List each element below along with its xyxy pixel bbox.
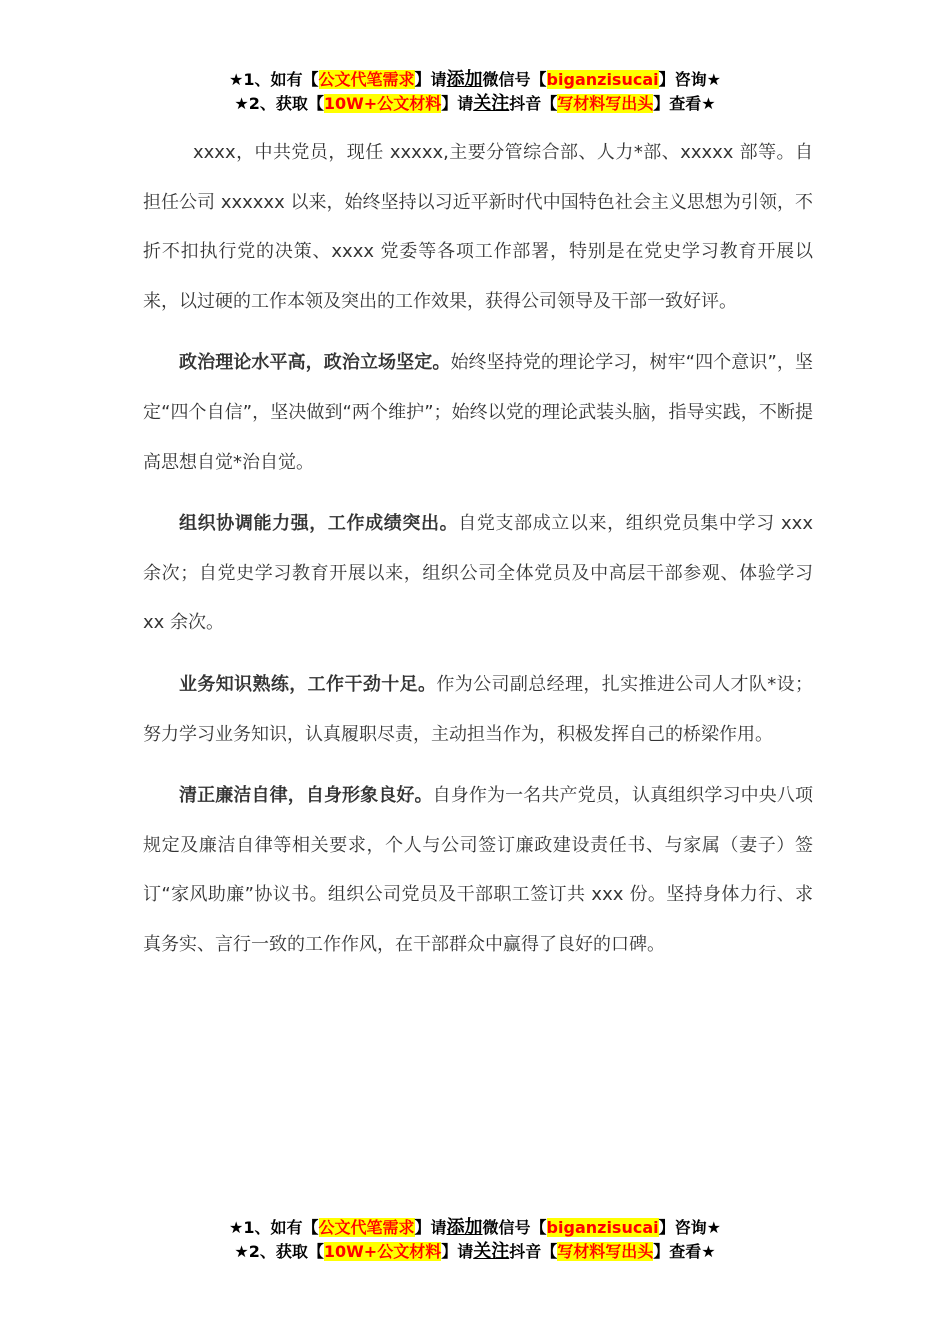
promo-line-1	[0, 68, 950, 92]
section-paragraph	[143, 660, 813, 759]
section-heading: 组织协调能力强，工作成绩突出。	[179, 513, 459, 535]
promo-text: 抖音【	[509, 1242, 558, 1261]
promo-wechat-id: biganzisucai	[546, 70, 659, 89]
promo-text: 1、如有【	[243, 70, 319, 89]
star-icon: ★	[229, 70, 244, 89]
section-text: 作为公司副总经理，扎实推进公司人才队*设；努力学习业务知识，认真履职尽责，主动担当作为，积极发挥自己的桥梁作用。	[143, 673, 814, 745]
promo-douyin-id: 写材料写出头	[557, 94, 654, 113]
promo-wechat-id: biganzisucai	[546, 1218, 659, 1237]
promo-emphasis: 关注	[473, 93, 510, 114]
promo-text: 】请	[414, 1218, 447, 1237]
promo-text: 】查看	[653, 1242, 702, 1261]
section-heading: 政治理论水平高，政治立场坚定。	[179, 352, 451, 374]
promo-banner-bottom	[0, 1216, 950, 1264]
promo-text: 】查看	[653, 94, 702, 113]
section-text: 自党支部成立以来，组织党员集中学习 xxx 余次；自党史学习教育开展以来，组织公司全体党员及中高层干部参观、体验学习 xx 余次。	[143, 513, 813, 634]
promo-text: 】请	[441, 1242, 474, 1261]
section-text: 始终坚持党的理论学习，树牢“四个意识”，坚定“四个自信”，坚决做到“两个维护”；始终以党的理论武装头脑，指导实践，不断提高思想自觉*治自觉。	[143, 352, 813, 473]
section-heading: 业务知识熟练，工作干劲十足。	[179, 673, 437, 695]
promo-emphasis: 添加	[446, 1217, 483, 1238]
promo-text: 】咨询	[658, 70, 707, 89]
promo-text: 】咨询	[658, 1218, 707, 1237]
promo-line-1	[0, 1216, 950, 1240]
star-icon: ★	[701, 1242, 716, 1261]
promo-highlight: 10W+公文材料	[323, 1242, 442, 1261]
promo-line-2	[0, 1240, 950, 1264]
promo-highlight: 公文代笔需求	[318, 70, 415, 89]
star-icon: ★	[234, 1242, 249, 1261]
section-paragraph	[143, 499, 813, 648]
section-text: 自身作为一名共产党员，认真组织学习中央八项规定及廉洁自律等相关要求，个人与公司签订廉政建设责任书、与家属（妻子）签订“家风助廉”协议书。组织公司党员及干部职工签订共 xxx 份。坚持身体力行、求真务实、言行一致的工作作风，在干部群众中赢得了良好的口碑。	[143, 785, 814, 955]
promo-text: 】请	[441, 94, 474, 113]
promo-text: 微信号【	[482, 1218, 547, 1237]
star-icon: ★	[229, 1218, 244, 1237]
promo-text: 1、如有【	[243, 1218, 319, 1237]
promo-line-2	[0, 92, 950, 116]
promo-text: 2、获取【	[248, 1242, 324, 1261]
promo-text: 抖音【	[509, 94, 558, 113]
promo-highlight: 10W+公文材料	[323, 94, 442, 113]
promo-text: 2、获取【	[248, 94, 324, 113]
section-paragraph	[143, 338, 813, 487]
promo-text: 微信号【	[482, 70, 547, 89]
star-icon: ★	[706, 70, 721, 89]
promo-douyin-id: 写材料写出头	[557, 1242, 654, 1261]
star-icon: ★	[706, 1218, 721, 1237]
promo-emphasis: 关注	[473, 1241, 510, 1262]
section-heading: 清正廉洁自律，自身形象良好。	[179, 785, 433, 807]
document-body	[143, 128, 813, 970]
promo-highlight: 公文代笔需求	[318, 1218, 415, 1237]
promo-text: 】请	[414, 70, 447, 89]
promo-banner-top	[0, 68, 950, 116]
promo-emphasis: 添加	[446, 69, 483, 90]
intro-paragraph: xxxx，中共党员，现任 xxxxx,主要分管综合部、人力*部、xxxxx 部等。自担任公司 xxxxxx 以来，始终坚持以习近平新时代中国特色社会主义思想为引领，不折不扣执行党的决策、xxxx 党委等各项工作部署，特别是在党史学习教育开展以来，以过硬的工作本领及突出的工作效果，获得公司领导及干部一致好评。	[143, 142, 813, 312]
star-icon: ★	[234, 94, 249, 113]
section-paragraph	[143, 771, 813, 969]
star-icon: ★	[701, 94, 716, 113]
